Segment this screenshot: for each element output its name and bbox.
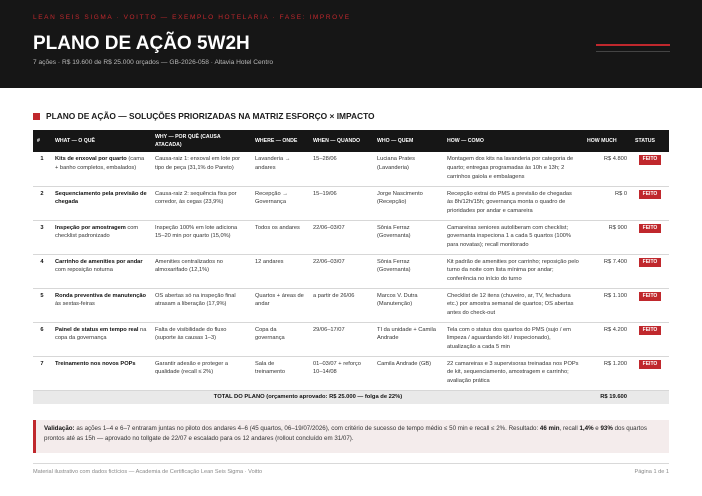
cell-when: 22/06–03/07	[309, 220, 373, 254]
col-header-who: WHO — QUEM	[373, 130, 443, 152]
status-badge: FEITO	[639, 258, 662, 268]
table-row	[33, 152, 669, 186]
cell-why: Causa-raiz 1: enxoval em lote por tipo de peça (31,1% do Pareto)	[151, 152, 251, 186]
square-bullet-icon	[33, 113, 40, 120]
cell-what-title: Treinamento nos novos POPs	[55, 360, 136, 367]
page-title: PLANO DE AÇÃO 5W2H	[33, 33, 250, 54]
cell-status	[631, 288, 669, 322]
cell-who: Sônia Ferraz (Governanta)	[373, 220, 443, 254]
validation-text: dos quartos prontos até as 15h — aprovado no tollgate de 22/07 e escalado para os 12 andares (rollout concluído em 31/07).	[44, 425, 647, 443]
cell-num: 6	[33, 322, 51, 356]
validation-ready-rate: 93%	[600, 425, 613, 432]
cell-why: Inspeção 100% em lote adiciona 15–20 min por quarto (15,0%)	[151, 220, 251, 254]
cell-status	[631, 322, 669, 356]
cell-how: Montagem dos kits na lavanderia por categoria de quarto; entregas programadas às 10h e 13h; 2 carrinhos gaiola e embalagens	[443, 152, 583, 186]
cell-num: 5	[33, 288, 51, 322]
cell-what-title: Kits de enxoval por quarto	[55, 156, 127, 162]
table-header-row	[33, 130, 669, 152]
validation-text: as ações 1–4 e 6–7 entraram juntas no piloto dos andares 4–6 (45 quartos, 06–19/07/2026), com critério de sucesso de tempo médio ≤ 50 min e recall ≤ 2%. Resultado:	[74, 425, 540, 432]
decorative-accent-line	[596, 44, 670, 46]
page-subtitle: 7 ações · R$ 19.600 de R$ 25.000 orçados — GB-2026-058 · Altavia Hotel Centro	[33, 59, 274, 66]
table-row	[33, 220, 669, 254]
cell-what	[51, 152, 151, 186]
cell-how: Checklist de 12 itens (chuveiro, ar, TV, fechadura etc.) por amostra semanal de quartos; OS abertas antes do check-out	[443, 288, 583, 322]
cell-howmuch: R$ 0	[583, 186, 631, 220]
cell-what-detail: na copa da governança	[55, 326, 147, 342]
cell-status	[631, 254, 669, 288]
cell-where: Lavanderia → andares	[251, 152, 309, 186]
col-header-what: WHAT — O QUÊ	[51, 130, 151, 152]
col-header-num: #	[33, 130, 51, 152]
col-header-status: STATUS	[631, 130, 669, 152]
cell-what	[51, 288, 151, 322]
cell-what-detail: com checklist padronizado	[55, 224, 139, 240]
cell-what	[51, 356, 151, 390]
cell-who: Jorge Nascimento (Recepção)	[373, 186, 443, 220]
cell-who: TI da unidade + Camila Andrade	[373, 322, 443, 356]
cell-why: Causa-raiz 2: sequência fixa por corredor, às cegas (23,9%)	[151, 186, 251, 220]
status-badge: FEITO	[639, 224, 662, 234]
header-eyebrow: LEAN SEIS SIGMA · VOITTO — EXEMPLO HOTELARIA · FASE: IMPROVE	[33, 14, 351, 21]
cell-who: Marcos V. Dutra (Manutenção)	[373, 288, 443, 322]
cell-what	[51, 186, 151, 220]
table-row	[33, 254, 669, 288]
cell-howmuch: R$ 7.400	[583, 254, 631, 288]
cell-how: Recepção extrai do PMS a previsão de chegadas às 8h/12h/15h; governança monta o quadro de prioridades por andar e camareira	[443, 186, 583, 220]
cell-who: Sônia Ferraz (Governanta)	[373, 254, 443, 288]
table-row	[33, 322, 669, 356]
cell-why: Falta de visibilidade do fluxo (suporte às causas 1–3)	[151, 322, 251, 356]
cell-num: 7	[33, 356, 51, 390]
cell-status	[631, 356, 669, 390]
table-row	[33, 288, 669, 322]
cell-howmuch: R$ 1.200	[583, 356, 631, 390]
cell-what-title: Carrinho de amenities por andar	[55, 258, 143, 265]
action-plan-table	[33, 130, 669, 404]
cell-where: 12 andares	[251, 254, 309, 288]
cell-status	[631, 186, 669, 220]
page-header	[0, 0, 702, 88]
cell-what	[51, 254, 151, 288]
validation-note	[33, 420, 669, 453]
cell-status	[631, 152, 669, 186]
cell-what-title: Sequenciamento pela previsão de chegada	[55, 190, 147, 206]
validation-text: , recall	[559, 425, 580, 432]
cell-what-detail: (cama + banho completos, embalados)	[55, 156, 145, 171]
cell-when: 15–28/06	[309, 152, 373, 186]
cell-num: 4	[33, 254, 51, 288]
col-header-why: WHY — POR QUÊ (CAUSA ATACADA)	[151, 130, 251, 152]
cell-why: OS abertas só na inspeção final atrasam a liberação (17,9%)	[151, 288, 251, 322]
cell-how: 22 camareiras e 3 supervisoras treinadas nos POPs de kit, sequenciamento, amostragem e carrinho; avaliação prática	[443, 356, 583, 390]
cell-howmuch: R$ 4.200	[583, 322, 631, 356]
cell-where: Todos os andares	[251, 220, 309, 254]
section-title: PLANO DE AÇÃO — SOLUÇÕES PRIORIZADAS NA MATRIZ ESFORÇO × IMPACTO	[46, 111, 375, 121]
validation-label: Validação:	[44, 425, 75, 432]
cell-what-title: Painel de status em tempo real	[55, 326, 139, 333]
decorative-divider-line	[596, 51, 670, 52]
total-empty-cell	[631, 390, 669, 404]
cell-what-detail: com reposição noturna	[55, 267, 113, 274]
cell-how: Camareiras seniores autoliberam com checklist; governanta inspeciona 1 a cada 5 quartos (100% para novatas); recall monitorado	[443, 220, 583, 254]
status-badge: FEITO	[639, 292, 662, 302]
cell-what-detail: às sextas-feiras	[55, 301, 95, 308]
cell-where: Copa da governança	[251, 322, 309, 356]
cell-when: 15–19/06	[309, 186, 373, 220]
col-header-how: HOW — COMO	[443, 130, 583, 152]
cell-num: 1	[33, 152, 51, 186]
col-header-where: WHERE — ONDE	[251, 130, 309, 152]
status-badge: FEITO	[639, 190, 662, 200]
cell-where: Quartos + áreas de andar	[251, 288, 309, 322]
cell-how: Tela com o status dos quartos do PMS (sujo / em limpeza / aguardando kit / inspecionado), atualização a cada 5 min	[443, 322, 583, 356]
cell-when: 29/06–17/07	[309, 322, 373, 356]
cell-howmuch: R$ 4.800	[583, 152, 631, 186]
table-total-row	[33, 390, 669, 404]
col-header-howmuch: HOW MUCH	[583, 130, 631, 152]
cell-where: Sala de treinamento	[251, 356, 309, 390]
cell-num: 3	[33, 220, 51, 254]
cell-when: a partir de 26/06	[309, 288, 373, 322]
cell-when: 01–03/07 + reforço 10–14/08	[309, 356, 373, 390]
table-row	[33, 186, 669, 220]
cell-what-title: Inspeção por amostragem	[55, 224, 126, 231]
cell-how: Kit padrão de amenities por carrinho; reposição pelo turno da noite com lista mínima por andar; conferência no início do turno	[443, 254, 583, 288]
status-badge: FEITO	[639, 326, 662, 336]
col-header-when: WHEN — QUANDO	[309, 130, 373, 152]
total-label: TOTAL DO PLANO (orçamento aprovado: R$ 25.000 — folga de 22%)	[33, 390, 583, 404]
validation-text: e	[593, 425, 601, 432]
validation-recall: 1,4%	[579, 425, 594, 432]
cell-why: Amenities centralizados no almoxarifado (12,1%)	[151, 254, 251, 288]
page-number: Página 1 de 1	[634, 469, 669, 475]
cell-who: Luciana Prates (Lavanderia)	[373, 152, 443, 186]
cell-status	[631, 220, 669, 254]
cell-num: 2	[33, 186, 51, 220]
cell-where: Recepção → Governança	[251, 186, 309, 220]
validation-avg-time: 46 min	[539, 425, 560, 432]
status-badge: FEITO	[639, 360, 662, 370]
cell-howmuch: R$ 900	[583, 220, 631, 254]
footer-disclaimer: Material ilustrativo com dados fictícios — Academia de Certificação Lean Seis Sigma · Voitto	[33, 469, 263, 475]
cell-who: Camila Andrade (GB)	[373, 356, 443, 390]
cell-what-title: Ronda preventiva de manutenção	[55, 292, 147, 299]
status-badge: FEITO	[639, 155, 662, 165]
total-value: R$ 19.600	[583, 390, 631, 404]
cell-what	[51, 220, 151, 254]
cell-howmuch: R$ 1.100	[583, 288, 631, 322]
footer-divider	[33, 463, 669, 464]
cell-when: 22/06–03/07	[309, 254, 373, 288]
table-row	[33, 356, 669, 390]
cell-why: Garantir adesão e proteger a qualidade (recall ≤ 2%)	[151, 356, 251, 390]
cell-what	[51, 322, 151, 356]
section-heading	[33, 111, 375, 121]
